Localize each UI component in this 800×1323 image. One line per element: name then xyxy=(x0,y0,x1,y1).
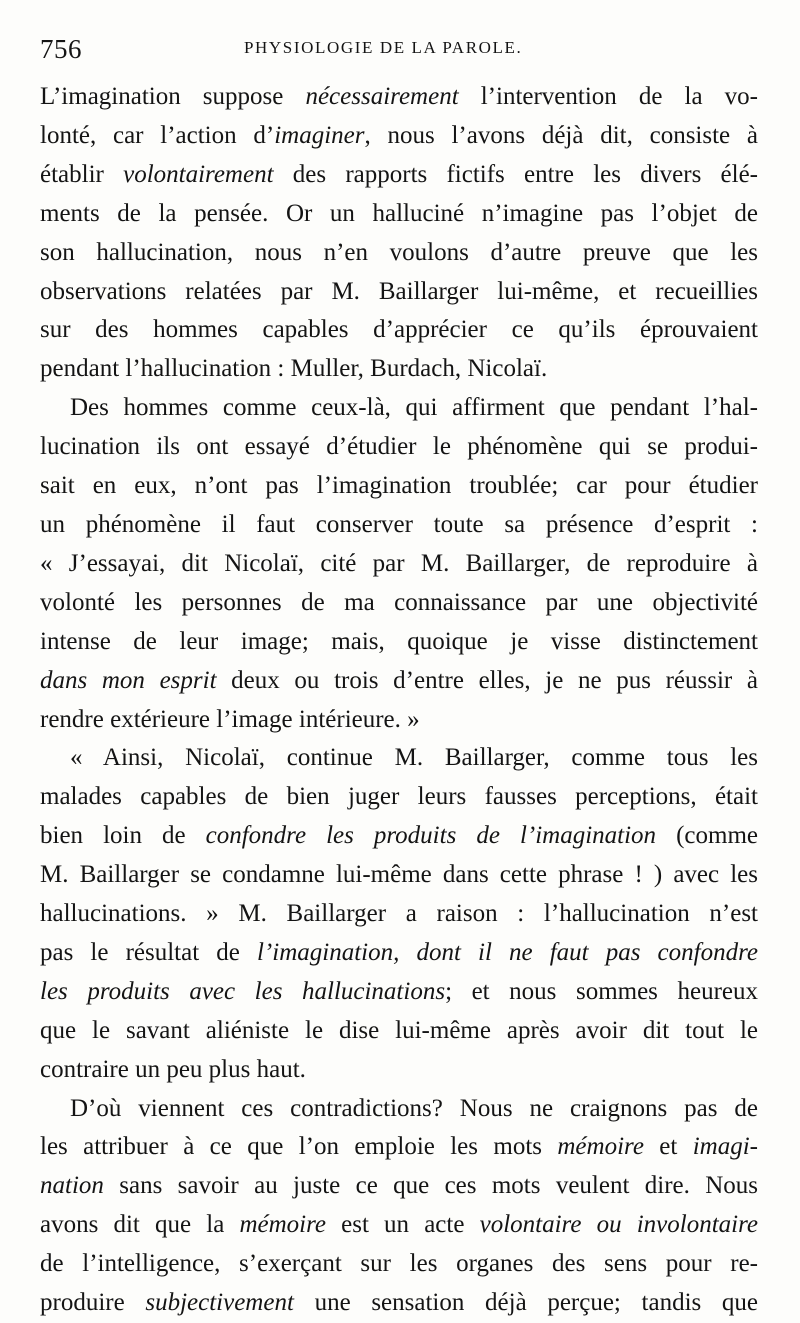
text-run: (comme xyxy=(656,822,758,850)
text-line xyxy=(40,662,758,701)
text-line xyxy=(40,1051,758,1090)
text-line xyxy=(40,584,758,623)
paragraph xyxy=(40,78,758,389)
text-run: bien loin de xyxy=(40,822,206,850)
text-run: lucination ils ont essayé d’étudier le phénomène qui se produi- xyxy=(40,433,758,461)
text-run: rendre extérieure l’image intérieure. » xyxy=(40,705,420,733)
text-run: M. Baillarger se condamne lui-même dans cette phrase ! ) avec les xyxy=(40,861,758,889)
text-run: un phénomène il faut conserver toute sa présence d’esprit : xyxy=(40,510,758,538)
text-run: hallucinations. » M. Baillarger a raison : l’hallucination n’est xyxy=(40,900,758,928)
italic-text: nation xyxy=(40,1172,104,1200)
text-line xyxy=(40,467,758,506)
italic-text: volontaire ou involontaire xyxy=(479,1211,758,1239)
text-line xyxy=(40,1090,758,1129)
italic-text: mémoire xyxy=(557,1133,644,1161)
text-line xyxy=(40,273,758,312)
text-line xyxy=(40,934,758,973)
text-run: D’où viennent ces contradictions? Nous ne craignons pas de xyxy=(70,1094,758,1122)
text-run: produire xyxy=(40,1289,146,1317)
text-line xyxy=(40,895,758,934)
text-run: des rapports fictifs entre les divers élé- xyxy=(273,160,758,188)
body-text xyxy=(40,78,758,1323)
text-run: volonté les personnes de ma connaissance par une objectivité xyxy=(40,588,758,616)
text-run: Des hommes comme ceux-là, qui affirment que pendant l’hal- xyxy=(70,394,758,422)
text-run: que le savant aliéniste le dise lui-même après avoir dit tout le xyxy=(40,1016,758,1044)
text-run: sait en eux, n’ont pas l’imagination troublée; car pour étudier xyxy=(40,472,758,500)
text-line xyxy=(40,156,758,195)
italic-text: l’imagination, dont il ne faut pas confondre xyxy=(256,938,758,966)
text-run: ments de la pensée. Or un halluciné n’imagine pas l’objet de xyxy=(40,199,758,227)
text-run: pas le résultat de xyxy=(40,938,257,966)
text-line xyxy=(40,973,758,1012)
italic-text: dans mon esprit xyxy=(40,666,217,694)
text-line xyxy=(40,778,758,817)
text-line xyxy=(40,1167,758,1206)
text-run: une sensation déjà perçue; tandis que xyxy=(293,1289,758,1317)
text-run: contraire un peu plus haut. xyxy=(40,1055,306,1083)
italic-text: confondre les produits de l’imagination xyxy=(205,822,657,850)
text-line xyxy=(40,1206,758,1245)
italic-text: subjectivement xyxy=(145,1289,294,1317)
paragraph xyxy=(40,739,758,1089)
text-run: observations relatées par M. Baillarger lui-même, et recueillies xyxy=(40,277,758,305)
text-line xyxy=(40,234,758,273)
text-run: sur des hommes capables d’apprécier ce qu’ils éprouvaient xyxy=(40,316,758,344)
text-run: établir xyxy=(40,160,124,188)
running-head: PHYSIOLOGIE DE LA PAROLE. xyxy=(244,38,523,57)
text-run: ; et nous sommes heureux xyxy=(445,977,758,1005)
text-line xyxy=(40,1245,758,1284)
text-line xyxy=(40,117,758,156)
text-line xyxy=(40,545,758,584)
text-run: pendant l’hallucination : Muller, Burdach, Nicolaï. xyxy=(40,355,548,383)
text-run: « Ainsi, Nicolaï, continue M. Baillarger, comme tous les xyxy=(70,744,758,772)
paragraph xyxy=(40,389,758,739)
text-line xyxy=(40,195,758,234)
paragraph xyxy=(40,1090,758,1323)
text-run: « J’essayai, dit Nicolaï, cité par M. Baillarger, de reproduire à xyxy=(40,549,758,577)
page-header xyxy=(40,30,758,70)
text-line xyxy=(40,1284,758,1323)
italic-text: mémoire xyxy=(239,1211,326,1239)
text-line xyxy=(40,623,758,662)
text-line xyxy=(40,78,758,117)
text-run: et xyxy=(643,1133,693,1161)
italic-text: imaginer xyxy=(274,121,365,149)
text-line xyxy=(40,701,758,740)
text-run: L’imagination suppose xyxy=(40,83,306,110)
text-run: sans savoir au juste ce que ces mots veulent dire. Nous xyxy=(103,1172,758,1200)
text-line xyxy=(40,1012,758,1051)
text-line xyxy=(40,350,758,389)
text-run: les attribuer à ce que l’on emploie les mots xyxy=(40,1133,558,1161)
italic-text: volontairement xyxy=(123,160,274,188)
text-line xyxy=(40,1128,758,1167)
italic-text: les produits avec les hallucinations xyxy=(40,977,446,1005)
text-run: l’intervention de la vo- xyxy=(458,83,758,110)
text-line xyxy=(40,311,758,350)
text-run: deux ou trois d’entre elles, je ne pus réussir à xyxy=(216,666,758,694)
page-number: 756 xyxy=(40,34,82,64)
text-run: lonté, car l’action d’ xyxy=(40,121,275,149)
text-line xyxy=(40,389,758,428)
text-line xyxy=(40,506,758,545)
text-run: son hallucination, nous n’en voulons d’autre preuve que les xyxy=(40,238,758,266)
text-run: malades capables de bien juger leurs fausses perceptions, était xyxy=(40,783,758,811)
text-line xyxy=(40,817,758,856)
italic-text: nécessairement xyxy=(305,83,459,110)
text-line xyxy=(40,739,758,778)
text-line xyxy=(40,428,758,467)
text-run: avons dit que la xyxy=(40,1211,240,1239)
text-run: est un acte xyxy=(326,1211,480,1239)
italic-text: imagi- xyxy=(692,1133,759,1161)
text-run: intense de leur image; mais, quoique je visse distinctement xyxy=(40,627,758,655)
text-line xyxy=(40,856,758,895)
text-run: de l’intelligence, s’exerçant sur les organes des sens pour re- xyxy=(40,1250,758,1278)
text-run: , nous l’avons déjà dit, consiste à xyxy=(364,121,758,149)
